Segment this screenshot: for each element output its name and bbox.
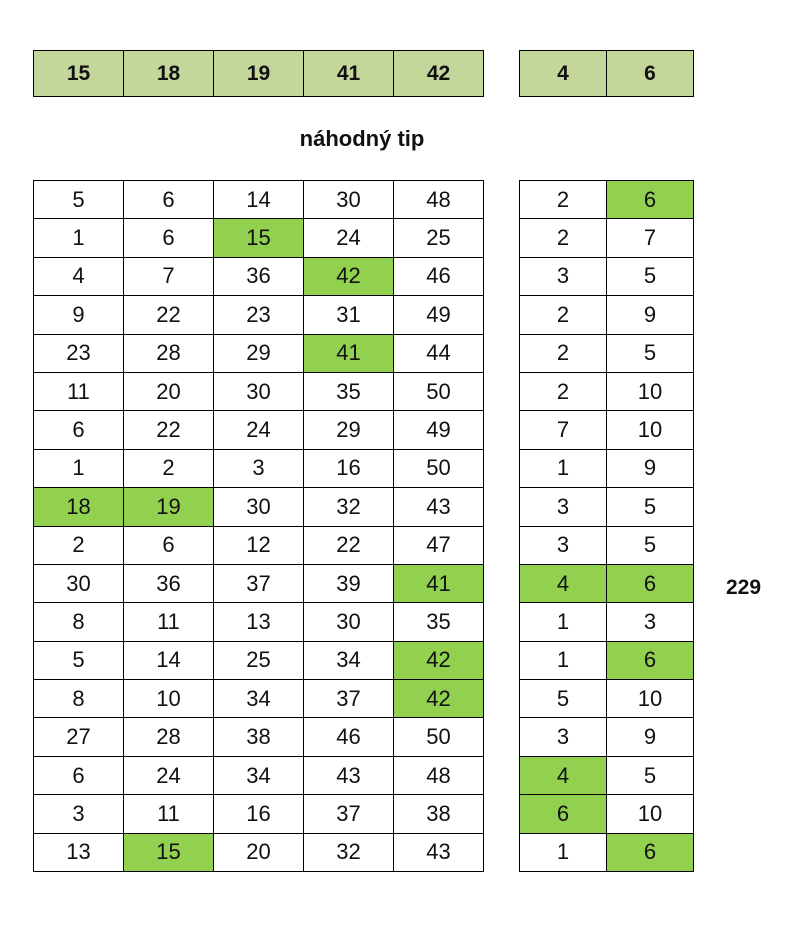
ticket-main-number: 15: [214, 219, 304, 257]
ticket-extra-number: 4: [520, 564, 607, 602]
ticket-row: [34, 449, 484, 487]
ticket-extra-number: 1: [520, 833, 607, 871]
ticket-extra-number: 2: [520, 181, 607, 219]
ticket-row: [34, 411, 484, 449]
ticket-main-number: 46: [394, 257, 484, 295]
ticket-extra-number: 5: [607, 756, 694, 794]
ticket-extra-number: 10: [607, 411, 694, 449]
ticket-extra-number: 3: [520, 488, 607, 526]
drawn-main-number: 42: [394, 51, 484, 97]
ticket-main-number: 8: [34, 603, 124, 641]
ticket-main-number: 50: [394, 718, 484, 756]
ticket-main-number: 13: [214, 603, 304, 641]
ticket-main-number: 2: [34, 526, 124, 564]
ticket-main-number: 37: [304, 795, 394, 833]
ticket-main-number: 14: [214, 181, 304, 219]
ticket-extra-number: 3: [520, 718, 607, 756]
drawn-extra-row: [520, 51, 694, 97]
ticket-main-number: 38: [214, 718, 304, 756]
ticket-extra-number: 9: [607, 718, 694, 756]
ticket-extra-number: 10: [607, 372, 694, 410]
ticket-extra-number: 6: [607, 181, 694, 219]
ticket-row: [34, 564, 484, 602]
ticket-main-number: 30: [214, 372, 304, 410]
ticket-extra-number: 5: [607, 334, 694, 372]
tickets-main-table: [33, 180, 484, 872]
ticket-row: [34, 603, 484, 641]
ticket-main-number: 11: [124, 603, 214, 641]
ticket-extra-number: 5: [607, 526, 694, 564]
ticket-main-number: 29: [214, 334, 304, 372]
ticket-main-number: 16: [304, 449, 394, 487]
ticket-main-number: 22: [304, 526, 394, 564]
ticket-main-number: 34: [214, 680, 304, 718]
ticket-main-number: 3: [34, 795, 124, 833]
ticket-main-number: 36: [214, 257, 304, 295]
ticket-main-number: 44: [394, 334, 484, 372]
ticket-main-number: 47: [394, 526, 484, 564]
ticket-row: [34, 181, 484, 219]
ticket-extra-number: 10: [607, 795, 694, 833]
ticket-main-number: 11: [124, 795, 214, 833]
ticket-row: [34, 334, 484, 372]
ticket-extra-number: 9: [607, 296, 694, 334]
ticket-main-number: 36: [124, 564, 214, 602]
ticket-main-number: 6: [34, 411, 124, 449]
ticket-main-number: 41: [304, 334, 394, 372]
ticket-main-number: 2: [124, 449, 214, 487]
ticket-extra-row: [520, 795, 694, 833]
ticket-extra-number: 5: [607, 488, 694, 526]
ticket-extra-number: 3: [607, 603, 694, 641]
ticket-extra-row: [520, 296, 694, 334]
ticket-main-number: 50: [394, 449, 484, 487]
ticket-main-number: 8: [34, 680, 124, 718]
ticket-main-number: 12: [214, 526, 304, 564]
ticket-main-number: 23: [34, 334, 124, 372]
ticket-main-number: 32: [304, 488, 394, 526]
drawn-extra-numbers: [519, 50, 694, 97]
ticket-extra-number: 1: [520, 603, 607, 641]
ticket-extra-number: 2: [520, 372, 607, 410]
ticket-extra-row: [520, 680, 694, 718]
ticket-extra-number: 2: [520, 334, 607, 372]
row-note: 229: [726, 576, 762, 599]
ticket-extra-number: 10: [607, 680, 694, 718]
drawn-main-number: 18: [124, 51, 214, 97]
ticket-extra-row: [520, 334, 694, 372]
ticket-row: [34, 718, 484, 756]
ticket-main-number: 48: [394, 181, 484, 219]
ticket-extra-number: 6: [607, 564, 694, 602]
ticket-main-number: 6: [124, 181, 214, 219]
ticket-main-number: 19: [124, 488, 214, 526]
ticket-extra-number: 3: [520, 257, 607, 295]
ticket-extra-number: 4: [520, 756, 607, 794]
ticket-main-number: 28: [124, 718, 214, 756]
ticket-extra-number: 5: [520, 680, 607, 718]
ticket-extra-row: [520, 526, 694, 564]
ticket-row: [34, 219, 484, 257]
ticket-main-number: 27: [34, 718, 124, 756]
ticket-row: [34, 756, 484, 794]
ticket-main-number: 43: [394, 833, 484, 871]
ticket-extra-number: 5: [607, 257, 694, 295]
ticket-main-number: 7: [124, 257, 214, 295]
ticket-main-number: 35: [394, 603, 484, 641]
ticket-main-number: 49: [394, 411, 484, 449]
ticket-main-number: 4: [34, 257, 124, 295]
ticket-main-number: 43: [304, 756, 394, 794]
ticket-main-number: 15: [124, 833, 214, 871]
ticket-main-number: 24: [214, 411, 304, 449]
ticket-extra-number: 2: [520, 219, 607, 257]
caption-random-tip: náhodný tip: [299, 126, 425, 151]
ticket-main-number: 23: [214, 296, 304, 334]
ticket-row: [34, 488, 484, 526]
ticket-main-number: 20: [124, 372, 214, 410]
drawn-main-number: 15: [34, 51, 124, 97]
drawn-main-row: [34, 51, 484, 97]
ticket-main-number: 42: [394, 641, 484, 679]
ticket-main-number: 22: [124, 411, 214, 449]
ticket-main-number: 38: [394, 795, 484, 833]
ticket-main-number: 22: [124, 296, 214, 334]
ticket-extra-number: 7: [607, 219, 694, 257]
ticket-extra-row: [520, 756, 694, 794]
ticket-main-number: 13: [34, 833, 124, 871]
ticket-main-number: 39: [304, 564, 394, 602]
ticket-row: [34, 833, 484, 871]
ticket-main-number: 30: [34, 564, 124, 602]
ticket-row: [34, 680, 484, 718]
ticket-main-number: 31: [304, 296, 394, 334]
ticket-extra-number: 9: [607, 449, 694, 487]
ticket-main-number: 25: [214, 641, 304, 679]
ticket-extra-row: [520, 488, 694, 526]
ticket-main-number: 34: [304, 641, 394, 679]
ticket-main-number: 43: [394, 488, 484, 526]
ticket-main-number: 25: [394, 219, 484, 257]
ticket-main-number: 18: [34, 488, 124, 526]
ticket-extra-row: [520, 257, 694, 295]
ticket-main-number: 48: [394, 756, 484, 794]
ticket-main-number: 41: [394, 564, 484, 602]
ticket-extra-number: 3: [520, 526, 607, 564]
ticket-main-number: 1: [34, 219, 124, 257]
ticket-main-number: 29: [304, 411, 394, 449]
ticket-main-number: 1: [34, 449, 124, 487]
ticket-row: [34, 372, 484, 410]
ticket-row: [34, 795, 484, 833]
ticket-main-number: 28: [124, 334, 214, 372]
ticket-main-number: 37: [214, 564, 304, 602]
ticket-main-number: 24: [124, 756, 214, 794]
ticket-main-number: 11: [34, 372, 124, 410]
ticket-main-number: 30: [304, 603, 394, 641]
ticket-main-number: 50: [394, 372, 484, 410]
drawn-main-number: 41: [304, 51, 394, 97]
ticket-extra-row: [520, 603, 694, 641]
ticket-extra-number: 6: [607, 833, 694, 871]
ticket-row: [34, 257, 484, 295]
ticket-extra-row: [520, 718, 694, 756]
ticket-main-number: 6: [124, 219, 214, 257]
ticket-main-number: 46: [304, 718, 394, 756]
ticket-extra-number: 1: [520, 449, 607, 487]
ticket-extra-number: 7: [520, 411, 607, 449]
ticket-extra-row: [520, 564, 694, 602]
ticket-main-number: 9: [34, 296, 124, 334]
ticket-main-number: 6: [124, 526, 214, 564]
ticket-main-number: 32: [304, 833, 394, 871]
ticket-row: [34, 641, 484, 679]
tickets-extra-table: [519, 180, 694, 872]
ticket-main-number: 14: [124, 641, 214, 679]
ticket-main-number: 20: [214, 833, 304, 871]
ticket-main-number: 37: [304, 680, 394, 718]
ticket-main-number: 6: [34, 756, 124, 794]
ticket-extra-number: 6: [520, 795, 607, 833]
ticket-main-number: 24: [304, 219, 394, 257]
drawn-extra-number: 4: [520, 51, 607, 97]
ticket-extra-row: [520, 219, 694, 257]
ticket-extra-row: [520, 641, 694, 679]
drawn-main-number: 19: [214, 51, 304, 97]
ticket-extra-row: [520, 833, 694, 871]
ticket-extra-row: [520, 411, 694, 449]
ticket-extra-number: 2: [520, 296, 607, 334]
ticket-main-number: 35: [304, 372, 394, 410]
ticket-main-number: 34: [214, 756, 304, 794]
ticket-main-number: 16: [214, 795, 304, 833]
ticket-extra-row: [520, 372, 694, 410]
ticket-main-number: 5: [34, 181, 124, 219]
drawn-extra-number: 6: [607, 51, 694, 97]
ticket-extra-number: 6: [607, 641, 694, 679]
ticket-main-number: 49: [394, 296, 484, 334]
ticket-main-number: 10: [124, 680, 214, 718]
ticket-extra-number: 1: [520, 641, 607, 679]
ticket-extra-row: [520, 181, 694, 219]
ticket-main-number: 42: [394, 680, 484, 718]
ticket-main-number: 5: [34, 641, 124, 679]
ticket-main-number: 30: [304, 181, 394, 219]
ticket-extra-row: [520, 449, 694, 487]
ticket-row: [34, 526, 484, 564]
drawn-main-numbers: [33, 50, 484, 97]
ticket-main-number: 3: [214, 449, 304, 487]
ticket-row: [34, 296, 484, 334]
ticket-main-number: 42: [304, 257, 394, 295]
ticket-main-number: 30: [214, 488, 304, 526]
